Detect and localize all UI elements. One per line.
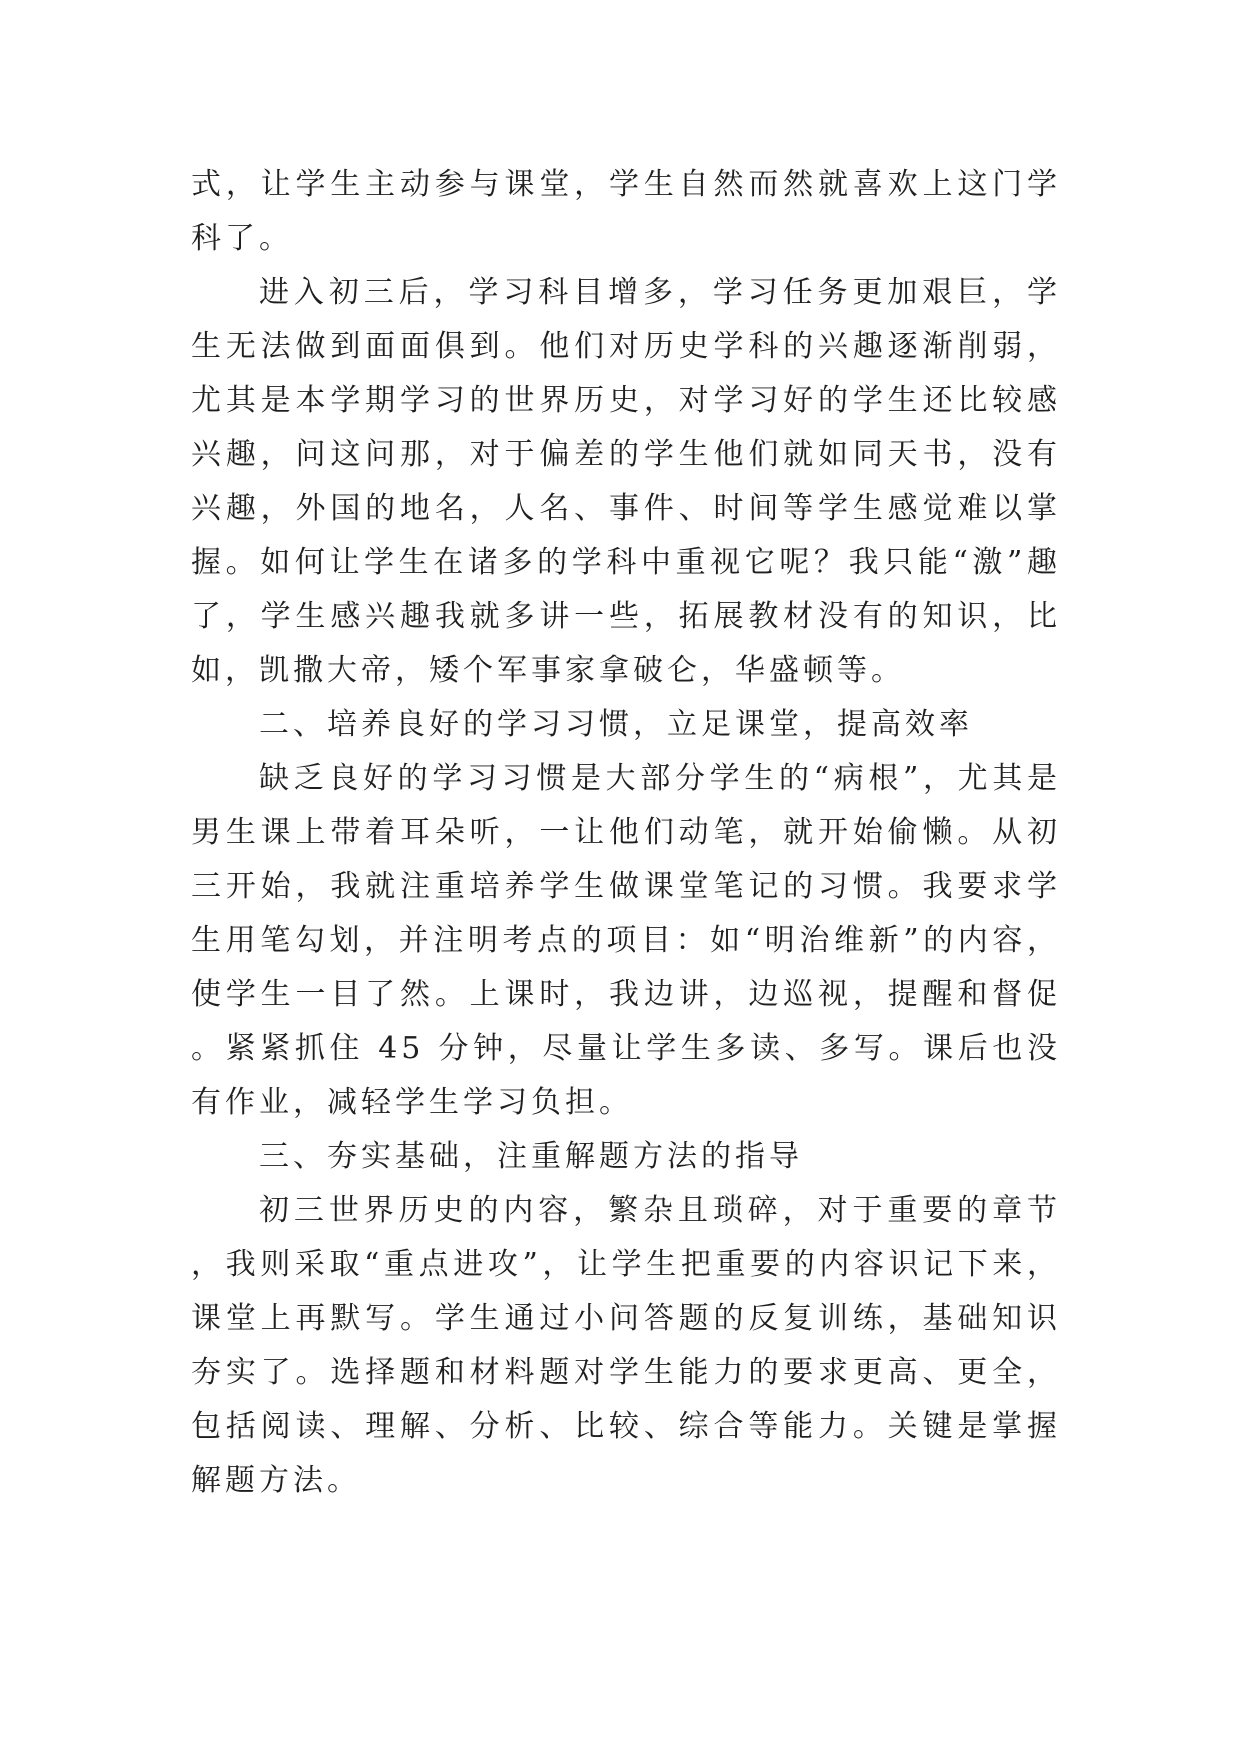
paragraph-body: 进入初三后，学习科目增多，学习任务更加艰巨，学生无法做到面面俱到。他们对历史学科的兴趣逐渐削弱，尤其是本学期学习的世界历史，对学习好的学生还比较感兴趣，问这问那，对于偏差的学生他们就如同天书，没有兴趣，外国的地名，人名、事件、时间等学生感觉难以掌握。如何让学生在诸多的学科中重视它呢？我只能“激”趣了，学生感兴趣我就多讲一些，拓展教材没有的知识，比如，凯撒大帝，矮个军事家拿破仑，华盛顿等。 (191, 275, 1061, 688)
paragraph-continuation: 式，让学生主动参与课堂，学生自然而然就喜欢上这门学科了。 (191, 167, 1061, 256)
section-heading: 二、培养良好的学习习惯，立足课堂，提高效率 (259, 707, 973, 742)
document-body (191, 158, 1061, 1508)
paragraph-body: 初三世界历史的内容，繁杂且琐碎，对于重要的章节，我则采取“重点进攻”，让学生把重要的内容识记下来，课堂上再默写。学生通过小问答题的反复训练，基础知识夯实了。选择题和材料题对学生能力的要求更高、更全，包括阅读、理解、分析、比较、综合等能力。关键是掌握解题方法。 (191, 1193, 1061, 1498)
paragraph-body: 缺乏良好的学习习惯是大部分学生的“病根”，尤其是男生课上带着耳朵听，一让他们动笔，就开始偷懒。从初三开始，我就注重培养学生做课堂笔记的习惯。我要求学生用笔勾划，并注明考点的项目：如“明治维新”的内容，使学生一目了然。上课时，我边讲，边巡视，提醒和督促。紧紧抓住 45 分钟，尽量让学生多读、多写。课后也没有作业，减轻学生学习负担。 (191, 761, 1061, 1120)
section-heading: 三、夯实基础，注重解题方法的指导 (259, 1139, 803, 1174)
